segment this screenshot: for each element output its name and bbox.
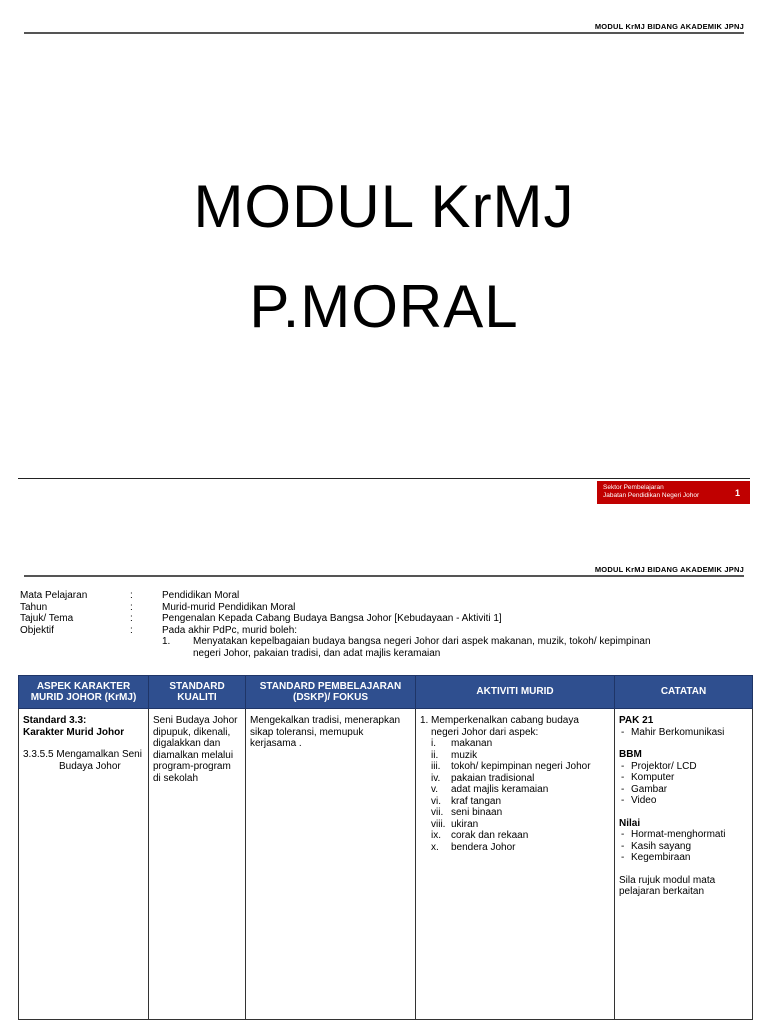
activity-item-number: ii.	[431, 749, 439, 761]
activity-item-number: vii.	[431, 807, 444, 818]
activity-item	[431, 842, 610, 854]
kualiti-line: dipupuk, dikenali,	[153, 726, 231, 738]
page1-title-line1: MODUL KrMJ	[193, 173, 575, 240]
objective-text-line1: Menyatakan kepelbagaian budaya bangsa negeri Johor dari aspek makanan, muzik, tokoh/ kepimpinan	[193, 636, 651, 647]
footer-department: Jabatan Pendidikan Negeri Johor	[603, 492, 700, 499]
list-item: - Video	[621, 795, 657, 806]
activity-intro	[420, 715, 610, 727]
nilai-title: Nilai	[619, 817, 641, 829]
cell-standard-kualiti	[149, 709, 246, 1020]
activity-item-number: v.	[431, 784, 439, 795]
meta-colon: :	[130, 590, 133, 601]
meta-colon: :	[130, 613, 133, 624]
kualiti-line: Seni Budaya Johor	[153, 715, 238, 726]
standard-title: Standard 3.3:	[23, 715, 87, 726]
meta-label: Tajuk/ Tema	[20, 613, 74, 624]
list-item: - Mahir Berkomunikasi	[621, 726, 725, 738]
page1-footer-rule	[18, 478, 750, 479]
activity-intro-number: 1.	[420, 715, 429, 726]
activity-item-text: kraf tangan	[451, 795, 502, 807]
cell-aktiviti-murid	[416, 709, 615, 1020]
standard-item-line1: 3.3.5.5 Mengamalkan Seni	[23, 749, 142, 760]
objective-number: 1.	[162, 636, 171, 647]
cell-catatan	[615, 709, 753, 1020]
header-standard-kualiti: STANDARD KUALITI	[149, 676, 246, 709]
activity-intro-line1: Memperkenalkan cabang budaya	[431, 715, 579, 726]
activity-item-number: viii.	[431, 818, 446, 830]
header-standard-pembelajaran: STANDARD PEMBELAJARAN (DSKP)/ FOKUS	[246, 676, 416, 709]
note-line1: Sila rujuk modul mata	[619, 874, 716, 886]
activity-item	[431, 819, 610, 831]
page2-header: MODUL KrMJ BIDANG AKADEMIK JPNJ	[594, 565, 744, 574]
meta-row-topic	[20, 613, 720, 625]
page1-header: MODUL KrMJ BIDANG AKADEMIK JPNJ	[594, 22, 744, 31]
list-item: - Gambar	[621, 783, 668, 795]
objective-item	[162, 636, 722, 659]
page1-title-line2: P.MORAL	[249, 273, 519, 340]
kualiti-line: program-program	[153, 761, 231, 772]
meta-value: Pengenalan Kepada Cabang Budaya Bangsa Johor [Kebudayaan - Aktiviti 1]	[162, 613, 502, 624]
lesson-meta	[20, 590, 720, 636]
standard-item-line2: Budaya Johor	[59, 760, 121, 772]
list-item: - Hormat-menghormati	[621, 829, 726, 840]
activity-item-number: vi.	[431, 795, 441, 807]
note-line2: pelajaran berkaitan	[619, 886, 705, 897]
footer-sector: Sektor Pembelajaran	[603, 484, 664, 491]
header-aktiviti-murid: AKTIVITI MURID	[416, 676, 615, 709]
meta-label: Tahun	[20, 601, 48, 613]
activity-intro-line2: negeri Johor dari aspek:	[431, 726, 539, 738]
activity-item-text: seni binaan	[451, 807, 503, 818]
page2-header-rule	[24, 575, 744, 577]
activity-item-number: x.	[431, 841, 439, 853]
activity-item	[431, 773, 610, 785]
activity-item-text: bendera Johor	[451, 841, 516, 853]
meta-row-objective	[20, 625, 720, 637]
kualiti-line: di sekolah	[153, 772, 199, 784]
activity-item-number: ix.	[431, 830, 441, 841]
meta-value: Pendidikan Moral	[162, 590, 240, 601]
activity-item-text: corak dan rekaan	[451, 830, 529, 841]
meta-colon: :	[130, 624, 133, 636]
footer-page-number: 1	[734, 488, 740, 498]
activity-item	[431, 750, 610, 762]
activity-item	[431, 738, 610, 750]
fokus-line: sikap toleransi, memupuk	[250, 726, 364, 738]
bbm-title: BBM	[619, 749, 642, 760]
kualiti-line: diamalkan melalui	[153, 749, 234, 761]
meta-value: Pada akhir PdPc, murid boleh:	[162, 624, 298, 636]
activity-item-number: iii.	[431, 761, 441, 772]
lesson-plan-table	[18, 675, 753, 1020]
pak-title: PAK 21	[619, 715, 654, 726]
page1-footer-box	[597, 481, 750, 504]
activity-list	[420, 738, 610, 853]
activity-item	[431, 761, 610, 773]
fokus-line: kerjasama .	[250, 738, 302, 749]
list-item: - Projektor/ LCD	[621, 760, 697, 772]
kualiti-line: digalakkan dan	[153, 738, 221, 749]
header-aspek-karakter: ASPEK KARAKTER MURID JOHOR (KrMJ)	[19, 676, 149, 709]
page1-header-rule	[24, 32, 744, 34]
list-item: - Komputer	[621, 772, 675, 783]
list-item: - Kegembiraan	[621, 852, 691, 863]
activity-item-text: makanan	[451, 738, 493, 749]
meta-value: Murid-murid Pendidikan Moral	[162, 601, 296, 613]
activity-item-text: adat majlis keramaian	[451, 784, 549, 795]
activity-item-number: i.	[431, 738, 436, 749]
activity-item-text: muzik	[451, 749, 478, 761]
activity-item-text: tokoh/ kepimpinan negeri Johor	[451, 761, 591, 772]
activity-item	[431, 807, 610, 819]
objective-text-line2: negeri Johor, pakaian tradisi, dan adat majlis keramaian	[193, 647, 441, 659]
activity-item	[431, 830, 610, 842]
cell-aspek-karakter	[19, 709, 149, 1020]
meta-row-subject	[20, 590, 720, 602]
fokus-line: Mengekalkan tradisi, menerapkan	[250, 715, 401, 726]
activity-item-number: iv.	[431, 772, 441, 784]
cell-standard-pembelajaran	[246, 709, 416, 1020]
list-item: - Kasih sayang	[621, 840, 692, 852]
activity-item-text: ukiran	[451, 818, 479, 830]
header-catatan: CATATAN	[615, 676, 753, 709]
meta-label: Objektif	[20, 624, 54, 636]
activity-item	[431, 796, 610, 808]
meta-label: Mata Pelajaran	[20, 590, 88, 601]
table-row	[19, 709, 753, 1020]
meta-row-year	[20, 602, 720, 614]
activity-item-text: pakaian tradisional	[451, 772, 535, 784]
meta-colon: :	[130, 601, 133, 613]
activity-item	[431, 784, 610, 796]
standard-name: Karakter Murid Johor	[23, 726, 125, 738]
table-header-row	[19, 676, 753, 709]
